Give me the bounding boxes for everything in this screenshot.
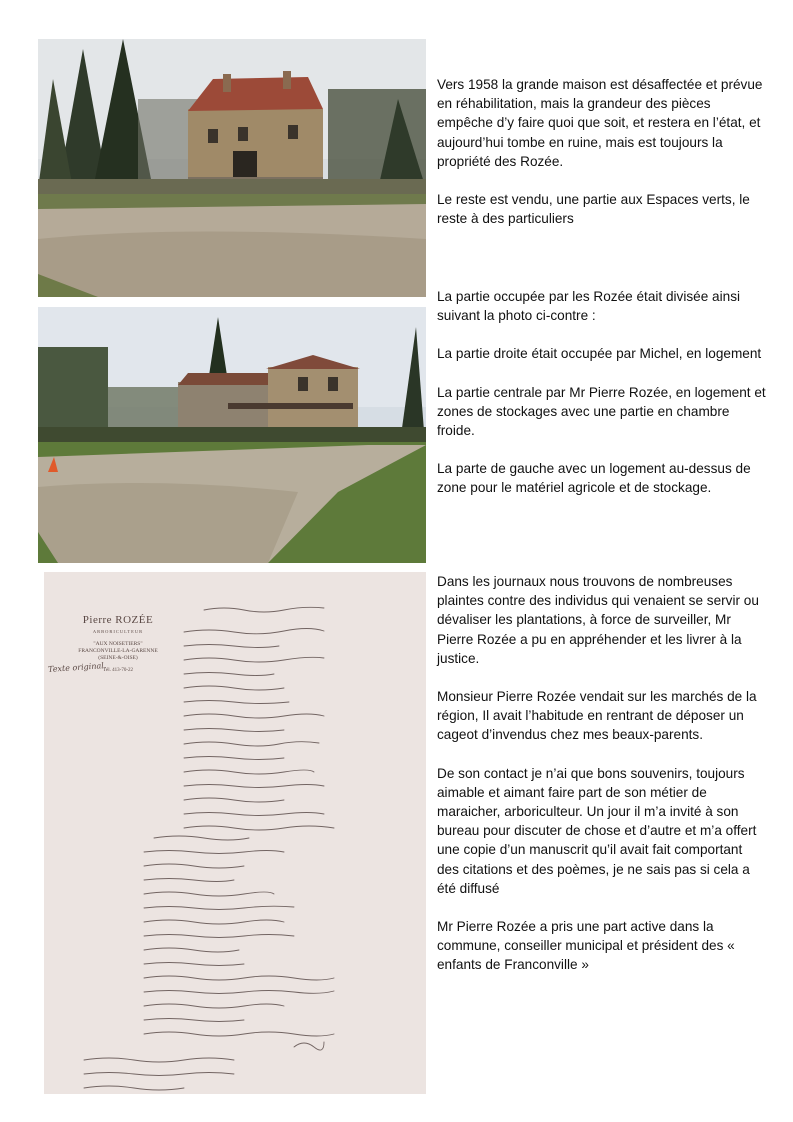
text-block-2: [437, 287, 767, 517]
paragraph-6: La parte de gauche avec un logement au-dessus de zone pour le matériel agricole et de stockage.: [437, 461, 751, 496]
manuscript-margin-note: Texte original.: [47, 660, 107, 675]
paragraph-1: Vers 1958 la grande maison est désaffectée et prévue en réhabilitation, mais la grandeur des pièces empêche d’y faire quoi que soit, et restera en l’état, et aujourd’hui tombe en ruine, mais est toujours la propriété des Rozée.: [437, 77, 763, 169]
letterhead-subtitle: ARBORICULTEUR: [92, 629, 144, 634]
paragraph-5: La partie centrale par Mr Pierre Rozée, en logement et zones de stockages avec une partie en chambre froide.: [437, 384, 766, 439]
manuscript-scan: [44, 572, 426, 1094]
farm-buildings-photo: [38, 307, 426, 563]
paragraph-7: Dans les journaux nous trouvons de nombreuses plaintes contre des individus qui venaient se servir ou dévaliser les plantations, à force de surveiller, Mr Pierre Rozée a pu en appréhender et les livrer à la justice.: [437, 574, 759, 666]
paragraph-4: La partie droite était occupée par Michel, en logement: [437, 346, 762, 362]
letterhead-name: Pierre ROZÉE: [82, 614, 154, 626]
paragraph-3: La partie occupée par les Rozée était divisée ainsi suivant la photo ci-contre :: [437, 289, 741, 324]
paragraph-10: Mr Pierre Rozée a pris une part active dans la commune, conseiller municipal et président des « enfants de Franconville »: [437, 919, 735, 973]
ruined-house-photo: [38, 39, 426, 297]
text-block-1: [437, 75, 767, 247]
paragraph-8: Monsieur Pierre Rozée vendait sur les marchés de la région, Il avait l’habitude en rentrant de déposer un cageot d’invendus chez mes beaux-parents.: [437, 689, 757, 743]
handwritten-lines: [44, 572, 426, 1094]
letterhead-address-2: FRANCONVILLE-LA-GARENNE: [78, 648, 158, 654]
text-block-3: [437, 572, 767, 994]
paragraph-9: De son contact je n’ai que bons souvenirs, toujours aimable et aimant faire part de son métier de maraicher, arboriculteur. Un jour il m’a invité à son bureau pour discuter de chose et d’autre et m’a offert une copie d’un manuscrit qu’il avait fait comportant des citations et des poèmes, je ne sais pas si cela a été diffusé: [437, 765, 757, 896]
letterhead-address-3: (SEINE-&-OISE): [98, 655, 138, 661]
paragraph-2: Le reste est vendu, une partie aux Espaces verts, le reste à des particuliers: [437, 192, 750, 227]
letterhead-address-1: "AUX NOISETIERS": [93, 641, 143, 647]
letterhead-tel: Tél. 413-70-22: [103, 668, 133, 673]
